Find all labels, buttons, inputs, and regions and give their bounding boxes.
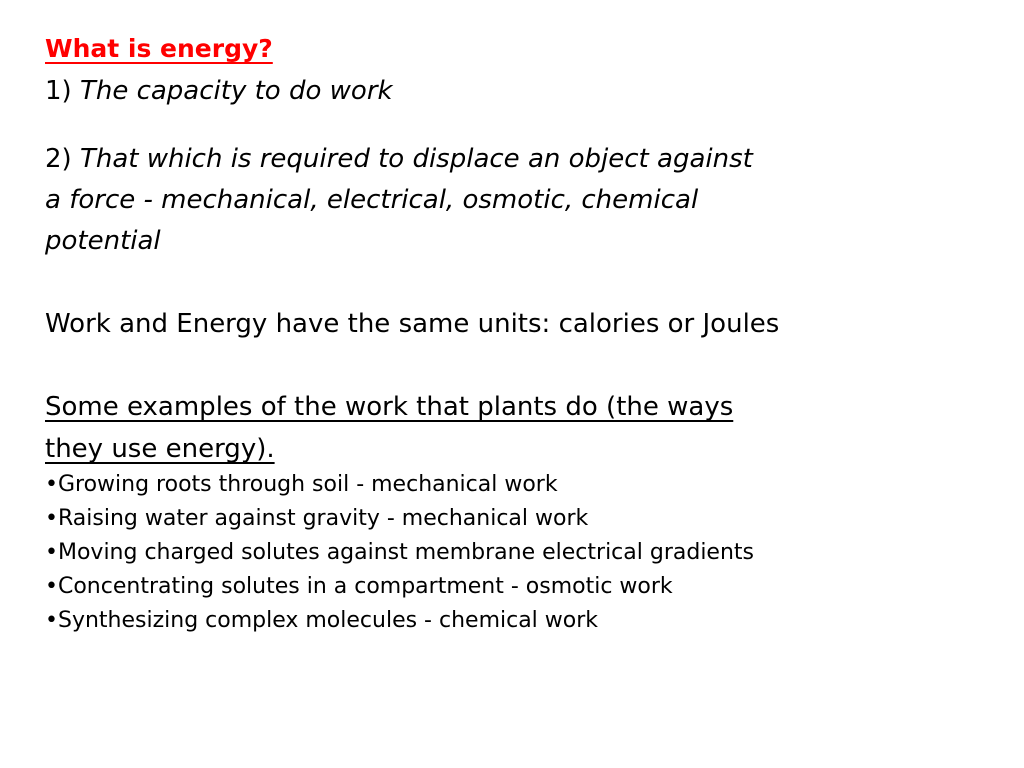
bullet-icon: • xyxy=(45,540,58,565)
list-item-text: Concentrating solutes in a compartment - osmotic work xyxy=(57,574,673,599)
definition-2-number: 2) xyxy=(45,144,72,174)
definition-2 xyxy=(45,146,753,172)
bullet-icon: • xyxy=(45,574,58,599)
slide xyxy=(45,0,1005,768)
list-item-text: Growing roots through soil - mechanical work xyxy=(57,472,558,497)
definition-2-line-1: That which is required to displace an object against xyxy=(79,144,753,174)
bullet-icon: • xyxy=(45,608,58,633)
definition-2-line-2: a force - mechanical, electrical, osmotic, chemical xyxy=(45,185,699,215)
slide-title: What is energy? xyxy=(45,34,273,63)
examples-heading-line-1: Some examples of the work that plants do (the ways xyxy=(45,392,734,422)
units-statement: Work and Energy have the same units: calories or Joules xyxy=(45,309,780,339)
bullet-icon: • xyxy=(45,506,58,531)
list-item-text: Moving charged solutes against membrane electrical gradients xyxy=(57,540,754,565)
definition-1 xyxy=(45,78,393,104)
list-item-text: Synthesizing complex molecules - chemical work xyxy=(57,608,599,633)
list-item-text: Raising water against gravity - mechanical work xyxy=(57,506,589,531)
definition-1-text: The capacity to do work xyxy=(79,76,393,106)
list-item xyxy=(45,576,673,598)
list-item xyxy=(45,542,754,564)
bullet-icon: • xyxy=(45,472,58,497)
examples-heading-line-2: they use energy). xyxy=(45,434,275,464)
list-item xyxy=(45,610,598,632)
definition-2-line-3: potential xyxy=(45,226,161,256)
definition-1-number: 1) xyxy=(45,76,72,106)
list-item xyxy=(45,474,558,496)
list-item xyxy=(45,508,588,530)
